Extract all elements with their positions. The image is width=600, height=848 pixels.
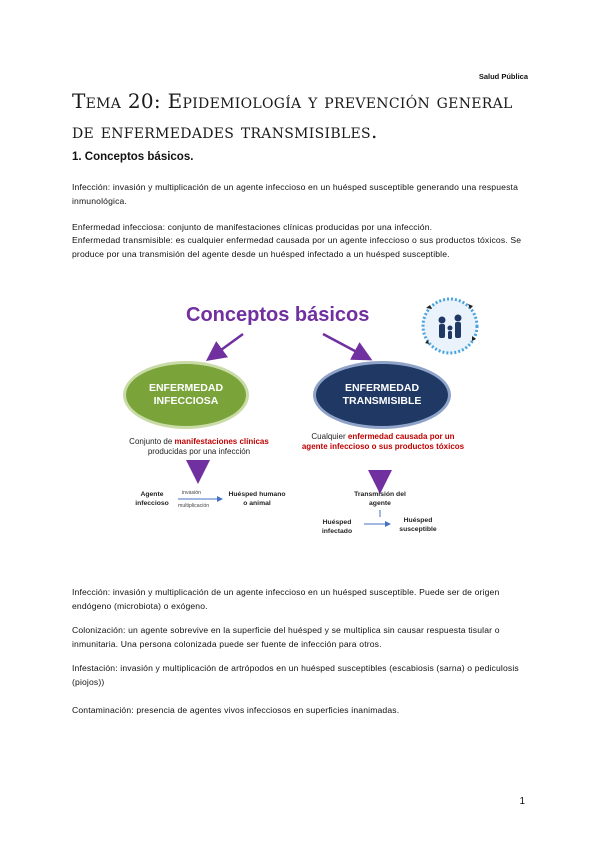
- section-heading: 1. Conceptos básicos.: [72, 151, 194, 163]
- paragraph-enfermedad-transmisible: Enfermedad transmisible: es cualquier enfermedad causada por un agente infeccioso o sus productos tóxicos. Se produce por una transmisión del agente desde un huésped infectado a un huésped susceptible.: [72, 235, 522, 259]
- invasion-label: invasión: [182, 490, 202, 496]
- running-header: Salud Pública: [478, 72, 528, 81]
- huesped-infectado-label: Huésped infectado: [321, 519, 353, 535]
- ellipse-enfermedad-transmisible: ENFERMEDAD TRANSMISIBLE: [316, 364, 448, 426]
- page-title: Tema 20: Epidemiología y prevención general de enfermedades transmisibles.: [72, 89, 513, 143]
- left-description: Conjunto de manifestaciones clínicas producidas por una infección: [129, 437, 269, 456]
- multiplicacion-label: multiplicación: [178, 503, 210, 509]
- huesped-humano-label: Huésped humano o animal: [228, 491, 286, 507]
- paragraph-enfermedad-infecciosa: Enfermedad infecciosa: conjunto de manifestaciones clínicas producidas por una infección.: [72, 222, 433, 232]
- paragraph-contaminacion: Contaminación: presencia de agentes vivos infecciosos en superficies inanimadas.: [72, 705, 400, 715]
- paragraph-infestacion: Infestación: invasión y multiplicación de artrópodos en un huésped susceptibles (escabiosis (sarna) o pediculosis (piojos)): [72, 663, 519, 687]
- agente-label: Agente infeccioso: [135, 491, 169, 507]
- arrow-right: [323, 334, 368, 358]
- right-description: Cualquier enfermedad causada por un agente infeccioso o sus productos tóxicos: [301, 432, 465, 451]
- concepts-diagram: [118, 292, 474, 552]
- huesped-susceptible-label: Huésped susceptible: [399, 517, 437, 533]
- diagram-title: Conceptos básicos: [186, 304, 370, 326]
- transmision-label: Transmisión del agente: [354, 491, 406, 507]
- ellipse-enfermedad-infecciosa: ENFERMEDAD INFECCIOSA: [126, 364, 246, 426]
- page-number: 1: [519, 796, 525, 807]
- paragraph-colonizacion: Colonización: un agente sobrevive en la superficie del huésped y se multiplica sin causar respuesta tisular o inmunitaria. Una persona colonizada puede ser fuente de infección para otros.: [72, 625, 500, 649]
- paragraph-infeccion-2: Infección: invasión y multiplicación de un agente infeccioso en un huésped susceptible. Puede ser de origen endógeno (microbiota) o exógeno.: [72, 587, 500, 611]
- paragraph-infeccion: Infección: invasión y multiplicación de un agente infeccioso en un huésped susceptible generando una respuesta inmunológica.: [72, 182, 518, 206]
- people-globe-icon: [420, 296, 480, 356]
- arrow-left: [210, 334, 243, 358]
